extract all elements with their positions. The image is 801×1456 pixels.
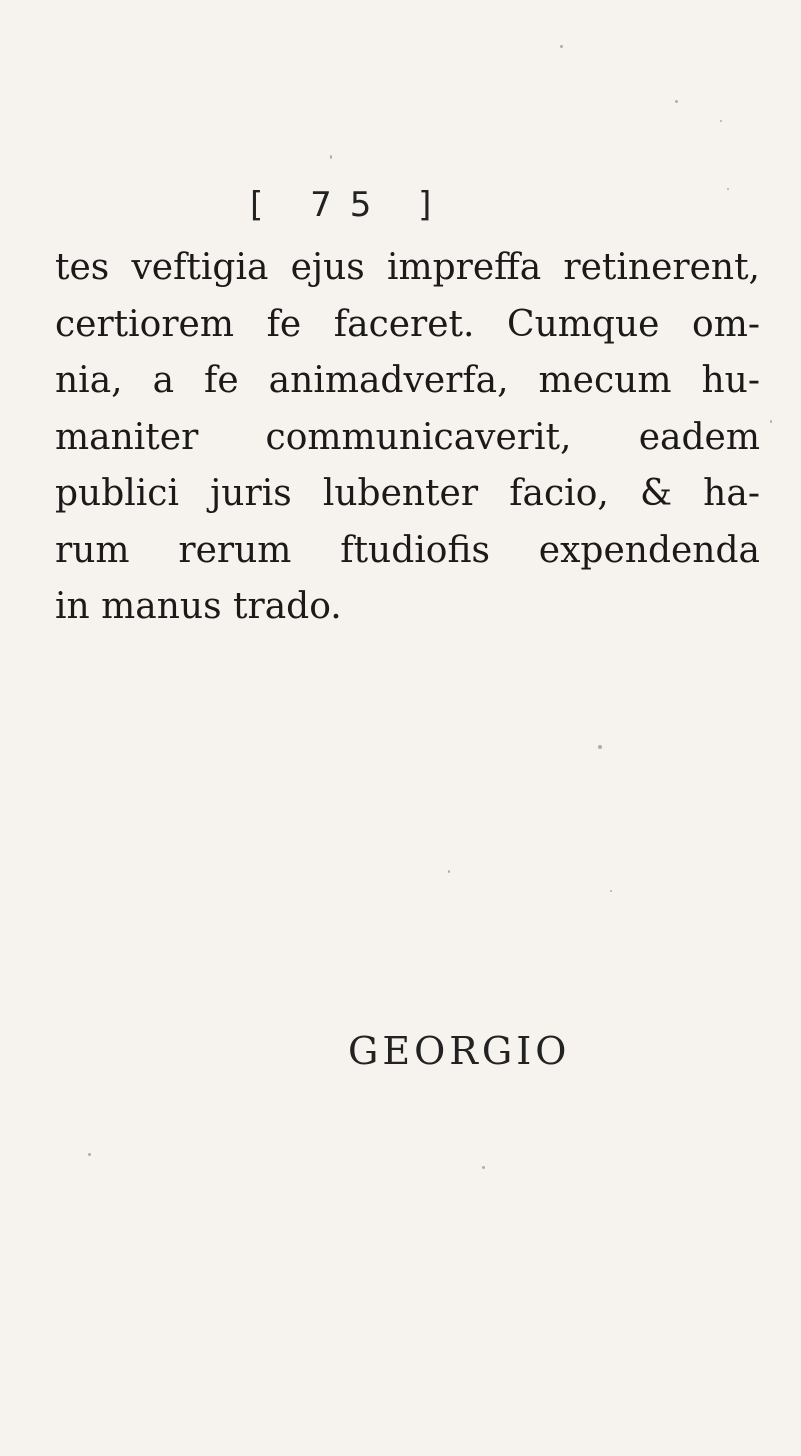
paper-speck	[598, 745, 602, 749]
page-number: [ 75 ]	[250, 185, 450, 225]
paper-speck	[88, 1153, 91, 1156]
text-line: in manus trado.	[55, 586, 342, 627]
paper-speck	[727, 188, 729, 190]
text-line: rum rerum ftudiofis expendenda	[55, 529, 760, 571]
paper-speck	[770, 420, 772, 423]
paper-speck	[610, 890, 612, 892]
paper-speck	[720, 120, 722, 122]
text-line: tes veftigia ejus impreffa retinerent,	[55, 247, 760, 288]
paper-speck	[330, 155, 332, 159]
catchword-heading: GEORGIO	[348, 1029, 571, 1073]
paper-speck	[482, 1166, 485, 1169]
text-line: nia, a fe animadverfa, mecum hu-	[55, 360, 760, 401]
text-line: maniter communicaverit, eadem	[55, 416, 760, 458]
text-line: publici juris lubenter facio, & ha-	[55, 473, 760, 514]
body-paragraph	[55, 240, 760, 636]
paper-speck	[560, 45, 563, 48]
paper-speck	[675, 100, 678, 103]
text-line: certiorem fe faceret. Cumque om-	[55, 303, 760, 345]
paper-speck	[448, 870, 450, 873]
